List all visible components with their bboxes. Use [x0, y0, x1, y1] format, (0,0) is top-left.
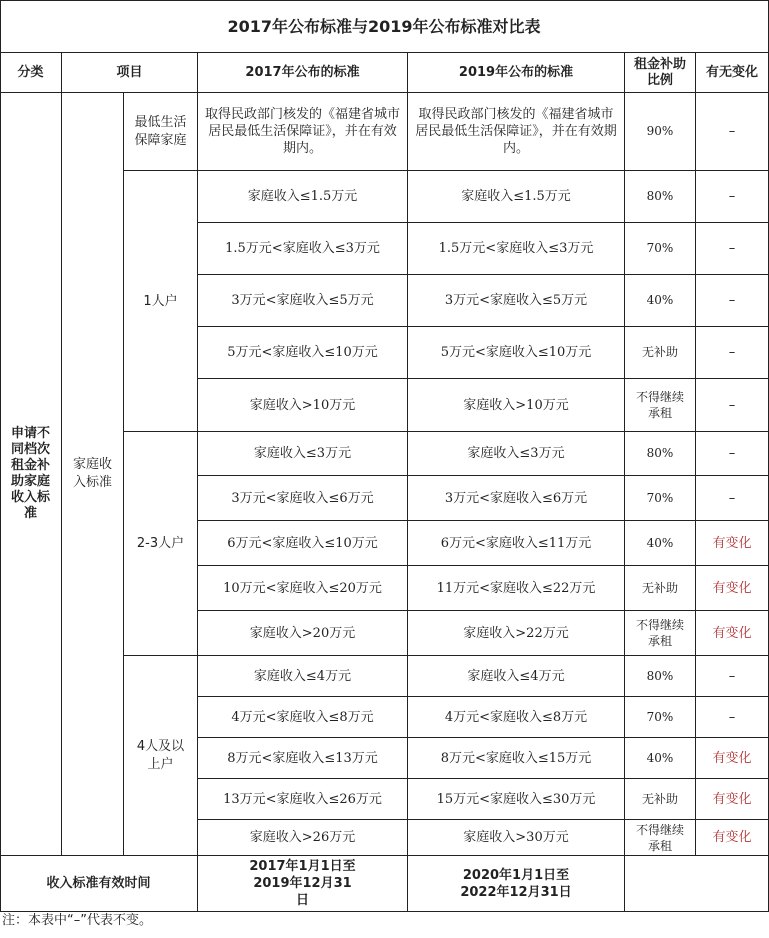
group-2-3-persons: 2-3人户	[124, 432, 198, 656]
table-title: 2017年公布标准与2019年公布标准对比表	[0, 0, 769, 53]
std-2017-cell: 家庭收入≤4万元	[198, 656, 408, 697]
change-cell: 有变化	[696, 611, 769, 656]
std-2019-cell: 6万元<家庭收入≤11万元	[408, 521, 625, 566]
std-2019-cell: 家庭收入>30万元	[408, 820, 625, 856]
std-2017-cell: 家庭收入>10万元	[198, 379, 408, 432]
change-cell: 有变化	[696, 779, 769, 820]
change-cell: –	[696, 275, 769, 327]
group-1-person: 1人户	[124, 171, 198, 432]
header-2017-standard: 2017年公布的标准	[198, 53, 408, 93]
std-2019-cell: 3万元<家庭收入≤5万元	[408, 275, 625, 327]
ratio-cell: 不得继续承租	[625, 611, 696, 656]
ratio-cell: 90%	[625, 93, 696, 171]
std-2017-cell: 5万元<家庭收入≤10万元	[198, 327, 408, 379]
ratio-cell: 80%	[625, 171, 696, 223]
ratio-cell: 70%	[625, 697, 696, 738]
change-cell: 有变化	[696, 521, 769, 566]
std-2019-cell: 5万元<家庭收入≤10万元	[408, 327, 625, 379]
std-2017-cell: 13万元<家庭收入≤26万元	[198, 779, 408, 820]
ratio-cell: 不得继续承租	[625, 820, 696, 856]
std-2017-cell: 3万元<家庭收入≤5万元	[198, 275, 408, 327]
change-cell: –	[696, 697, 769, 738]
ratio-cell: 不得继续承租	[625, 379, 696, 432]
std-2017-cell: 10万元<家庭收入≤20万元	[198, 566, 408, 611]
change-cell: –	[696, 656, 769, 697]
validity-2017: 2017年1月1日至2019年12月31日	[198, 856, 408, 912]
ratio-cell: 40%	[625, 275, 696, 327]
std-2017-cell: 家庭收入≤3万元	[198, 432, 408, 476]
header-subsidy-ratio: 租金补助比例	[625, 53, 696, 93]
ratio-cell: 70%	[625, 476, 696, 521]
std-2017-cell: 家庭收入≤1.5万元	[198, 171, 408, 223]
std-2019-cell: 取得民政部门核发的《福建省城市居民最低生活保障证》，并在有效期内。	[408, 93, 625, 171]
std-2019-cell: 4万元<家庭收入≤8万元	[408, 697, 625, 738]
std-2019-cell: 15万元<家庭收入≤30万元	[408, 779, 625, 820]
table-note: 注：本表中“–”代表不变。	[2, 913, 152, 928]
ratio-cell: 40%	[625, 521, 696, 566]
std-2019-cell: 11万元<家庭收入≤22万元	[408, 566, 625, 611]
std-2017-cell: 家庭收入>26万元	[198, 820, 408, 856]
change-cell: –	[696, 476, 769, 521]
std-2019-cell: 1.5万元<家庭收入≤3万元	[408, 223, 625, 275]
header-change: 有无变化	[696, 53, 769, 93]
validity-label: 收入标准有效时间	[0, 856, 198, 912]
header-2019-standard: 2019年公布的标准	[408, 53, 625, 93]
change-cell: 有变化	[696, 566, 769, 611]
std-2019-cell: 家庭收入≤4万元	[408, 656, 625, 697]
ratio-cell: 80%	[625, 432, 696, 476]
change-cell: –	[696, 327, 769, 379]
validity-2019: 2020年1月1日至2022年12月31日	[408, 856, 625, 912]
std-2019-cell: 家庭收入≤1.5万元	[408, 171, 625, 223]
std-2017-cell: 6万元<家庭收入≤10万元	[198, 521, 408, 566]
change-cell: –	[696, 93, 769, 171]
ratio-cell: 70%	[625, 223, 696, 275]
item-label: 家庭收入标准	[62, 93, 124, 856]
ratio-cell: 无补助	[625, 327, 696, 379]
group-4-plus-persons: 4人及以上户	[124, 656, 198, 856]
change-cell: 有变化	[696, 820, 769, 856]
group-dibao: 最低生活保障家庭	[124, 93, 198, 171]
ratio-cell: 无补助	[625, 779, 696, 820]
std-2017-cell: 3万元<家庭收入≤6万元	[198, 476, 408, 521]
ratio-cell: 80%	[625, 656, 696, 697]
change-cell: 有变化	[696, 738, 769, 779]
std-2017-cell: 1.5万元<家庭收入≤3万元	[198, 223, 408, 275]
category-label: 申请不同档次租金补助家庭收入标准	[0, 93, 62, 856]
std-2019-cell: 家庭收入>22万元	[408, 611, 625, 656]
ratio-cell: 40%	[625, 738, 696, 779]
header-category: 分类	[0, 53, 62, 93]
std-2019-cell: 8万元<家庭收入≤15万元	[408, 738, 625, 779]
std-2019-cell: 家庭收入>10万元	[408, 379, 625, 432]
change-cell: –	[696, 223, 769, 275]
header-item: 项目	[62, 53, 198, 93]
std-2019-cell: 家庭收入≤3万元	[408, 432, 625, 476]
std-2017-cell: 8万元<家庭收入≤13万元	[198, 738, 408, 779]
ratio-cell: 无补助	[625, 566, 696, 611]
std-2017-cell: 家庭收入>20万元	[198, 611, 408, 656]
change-cell: –	[696, 171, 769, 223]
validity-empty	[625, 856, 769, 912]
std-2017-cell: 4万元<家庭收入≤8万元	[198, 697, 408, 738]
std-2017-cell: 取得民政部门核发的《福建省城市居民最低生活保障证》，并在有效期内。	[198, 93, 408, 171]
change-cell: –	[696, 432, 769, 476]
change-cell: –	[696, 379, 769, 432]
std-2019-cell: 3万元<家庭收入≤6万元	[408, 476, 625, 521]
